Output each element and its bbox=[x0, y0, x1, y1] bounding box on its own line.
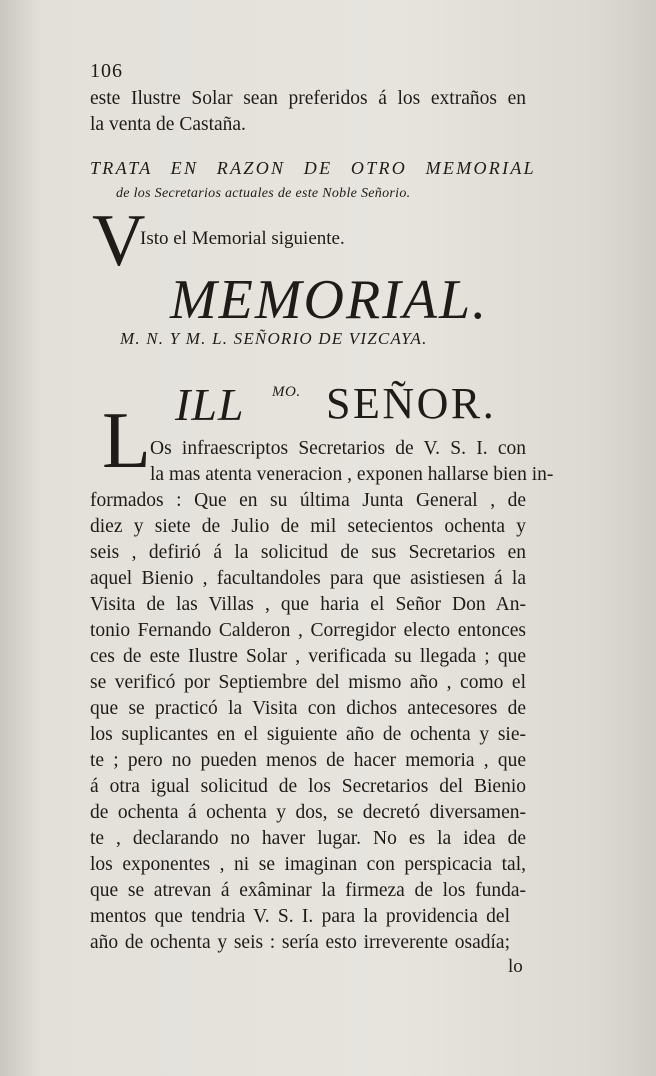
body-line: que se practicó la Visita con dichos antecesores de bbox=[90, 698, 526, 719]
body-line: que se atrevan á exâminar la firmeza de los funda- bbox=[90, 880, 526, 901]
body-line: ces de este Ilustre Solar , verificada su llegada ; que bbox=[90, 646, 526, 667]
body-line: los suplicantes en el siguiente año de ochenta y sie- bbox=[90, 724, 526, 745]
body-line: se verificó por Septiembre del mismo año , como el bbox=[90, 672, 526, 693]
opening-line: este Ilustre Solar sean preferidos á los extraños en bbox=[90, 88, 526, 109]
body-line: aquel Bienio , facultandoles para que asistiesen á la bbox=[90, 568, 526, 589]
body-line: Os infraescriptos Secretarios de V. S. I. con bbox=[150, 438, 526, 459]
body-line: te , declarando no haver lugar. No es la idea de bbox=[90, 828, 526, 849]
drop-cap-l: L bbox=[102, 397, 151, 485]
drop-cap-v: V bbox=[92, 200, 146, 282]
body-line: año de ochenta y seis : sería esto irreverente osadía; bbox=[90, 932, 510, 953]
memorial-title: MEMORIAL. bbox=[170, 269, 489, 331]
visto-line: Isto el Memorial siguiente. bbox=[140, 228, 345, 249]
body-line: á otra igual solicitud de los Secretarios del Bienio bbox=[90, 776, 526, 797]
body-line: diez y siete de Julio de mil setecientos ochenta y bbox=[90, 516, 526, 537]
memorial-subtitle: M. N. Y M. L. SEÑORIO DE VIZCAYA. bbox=[120, 329, 428, 348]
body-line: mentos que tendria V. S. I. para la providencia del bbox=[90, 906, 510, 927]
salutation-senor: SEÑOR. bbox=[326, 379, 497, 428]
body-line: los exponentes , ni se imaginan con perspicacia tal, bbox=[90, 854, 526, 875]
section-subheading: de los Secretarios actuales de este Noble Señorio. bbox=[116, 186, 411, 201]
section-heading: TRATA EN RAZON DE OTRO MEMORIAL bbox=[90, 158, 536, 178]
body-line: Visita de las Villas , que haria el Señor Don An- bbox=[90, 594, 526, 615]
catchword: lo bbox=[508, 956, 523, 977]
body-line: de ochenta á ochenta y dos, se decretó diversamen- bbox=[90, 802, 526, 823]
body-line: la mas atenta veneracion , exponen hallarse bien in- bbox=[150, 464, 554, 485]
salutation-mo: MO. bbox=[272, 384, 301, 400]
page-number: 106 bbox=[90, 60, 123, 82]
salutation-ill: ILL bbox=[175, 379, 245, 430]
body-line: te ; pero no pueden menos de hacer memoria , que bbox=[90, 750, 526, 771]
body-line: formados : Que en su última Junta General , de bbox=[90, 490, 526, 511]
body-line: seis , defirió á la solicitud de sus Secretarios en bbox=[90, 542, 526, 563]
body-line: tonio Fernando Calderon , Corregidor electo entonces bbox=[90, 620, 526, 641]
opening-line: la venta de Castaña. bbox=[90, 114, 246, 135]
